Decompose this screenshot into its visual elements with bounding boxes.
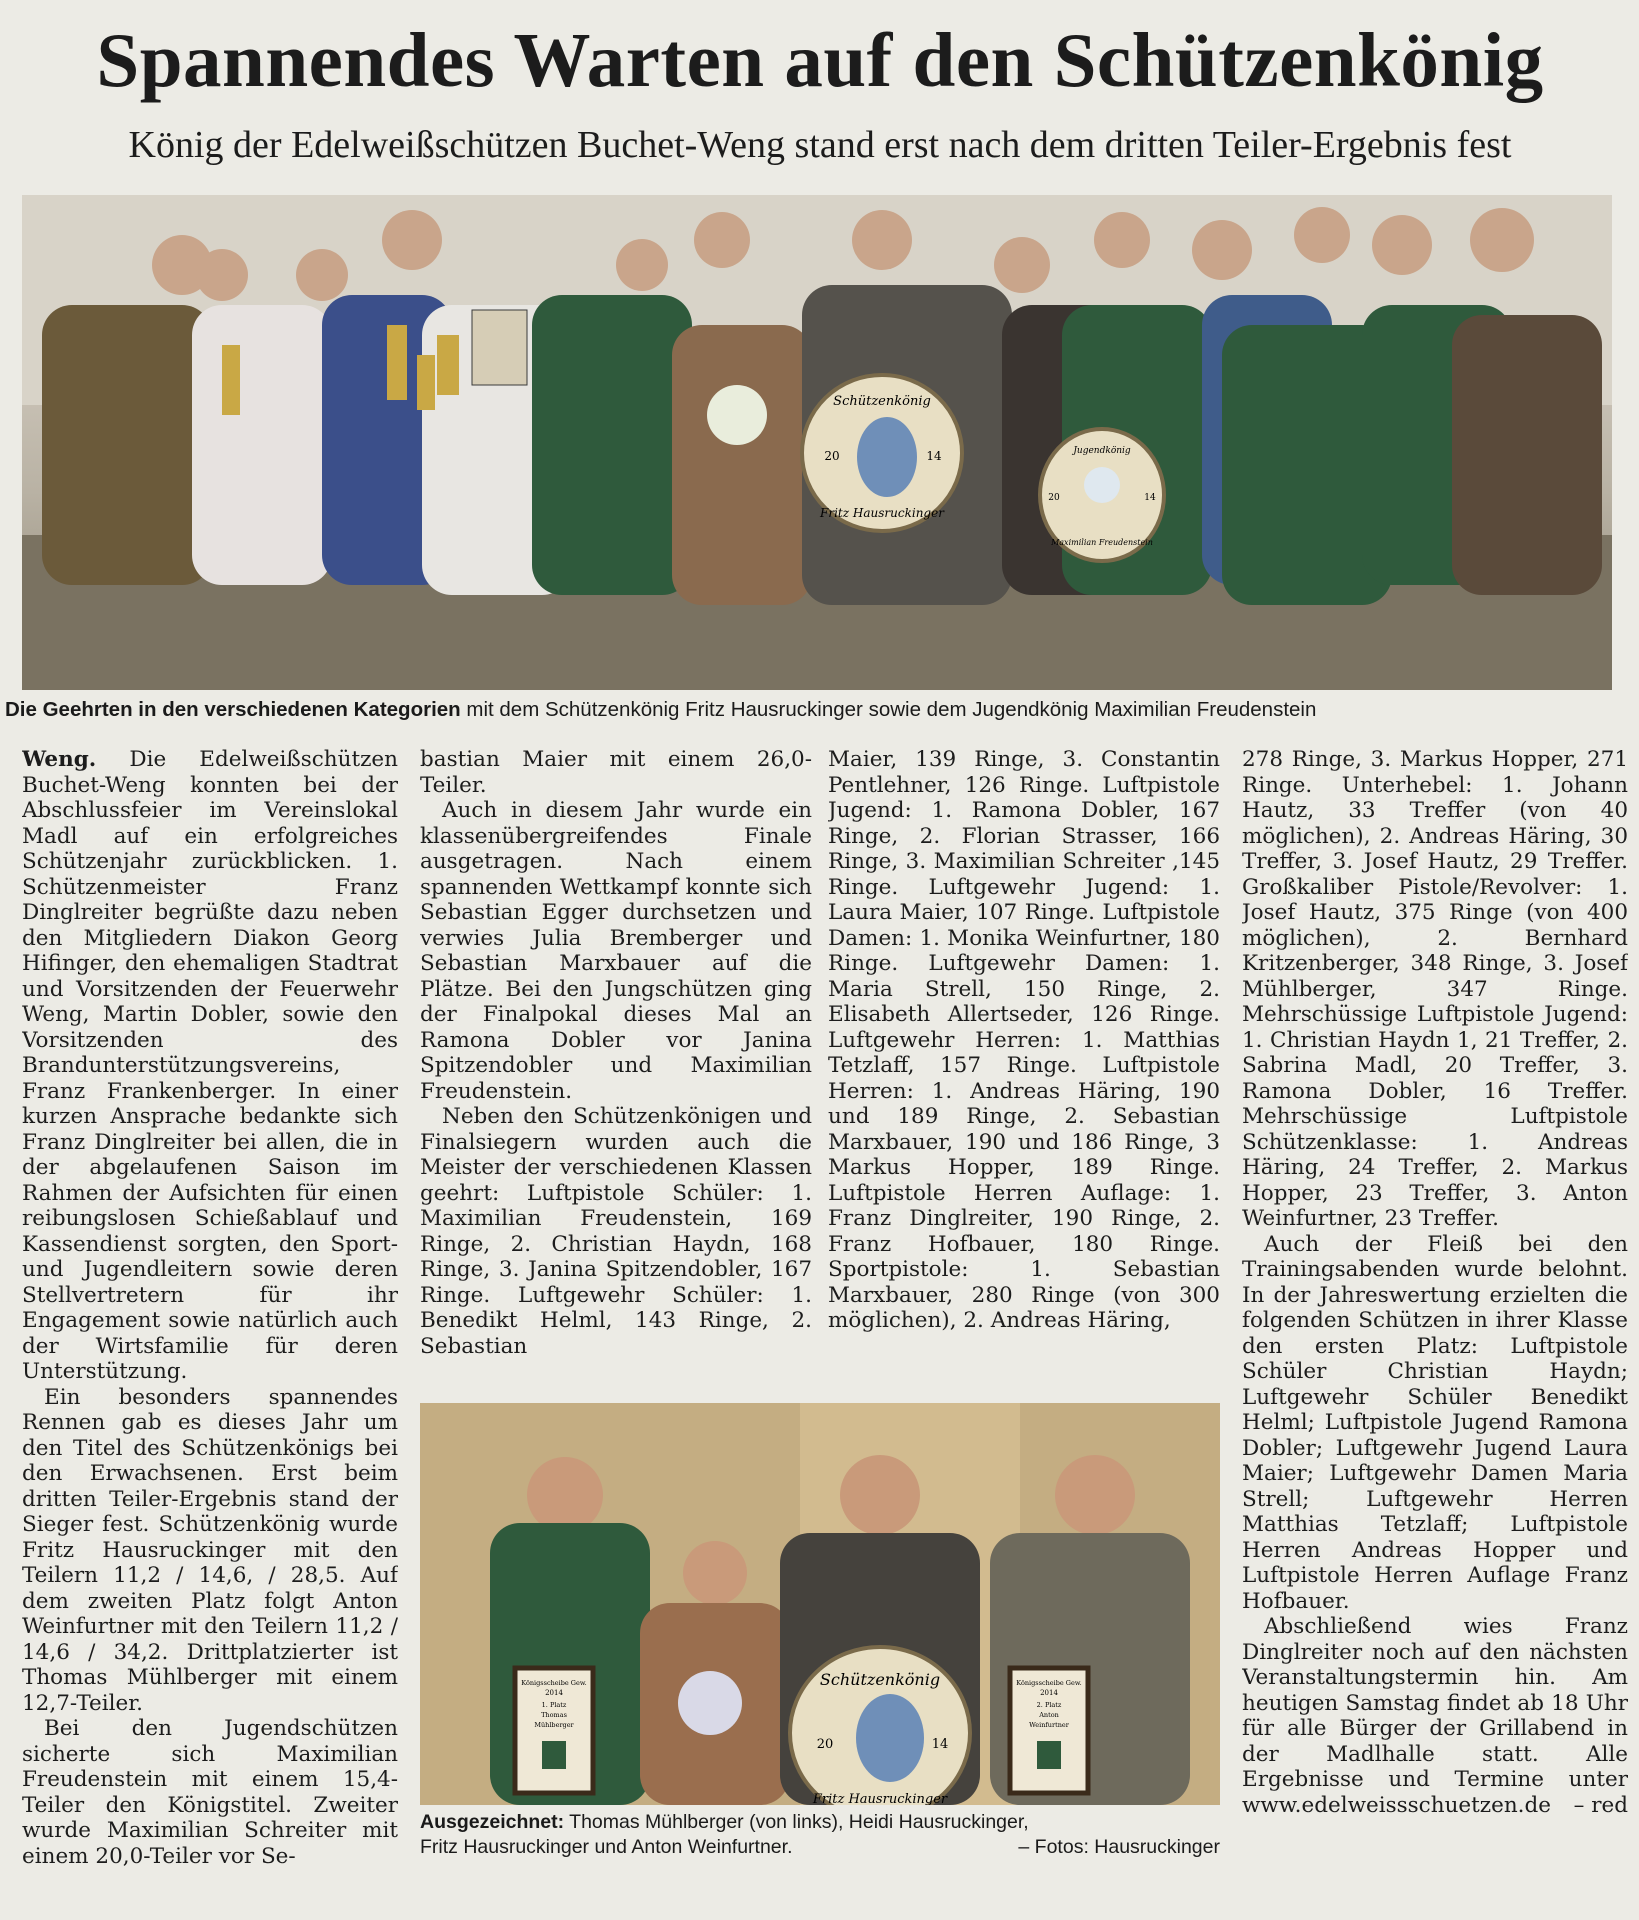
main-photo-caption (5, 697, 1625, 722)
cert-right-name1: Anton (1039, 1711, 1059, 1719)
main-caption-rest: mit dem Schützenkönig Fritz Hausruckinger sowie dem Jugendkönig Maximilian Freudenstein (460, 698, 1317, 721)
plate2-top-text: Jugendkönig (1073, 446, 1131, 456)
small-kings-plate (790, 1647, 970, 1805)
cert-left-rank: 1. Platz (541, 1701, 567, 1709)
col2-paragraph-3: Neben den Schützenkönigen und Finalsiegern wurden auch die Meister der verschiedenen Klassen geehrt: Luftpistole Schüler: 1. Maximilian Freudenstein, 169 Ringe, 2. Christian Haydn, 168 Ringe, 3. Janina Spitzendobler, 167 Ringe. Luftgewehr Schüler: 1. Benedikt Helml, 143 Ringe, 2. Sebastian (420, 1104, 812, 1359)
photo-credit: – Fotos: Hausruckinger (1018, 1836, 1220, 1858)
subheadline: König der Edelweißschützen Buchet-Weng stand erst nach dem dritten Teiler-Ergebnis fest (128, 124, 1512, 166)
award-photo-illustration (420, 1403, 1220, 1805)
award-caption-line1: Thomas Mühlberger (von links), Heidi Hausruckinger, (564, 1811, 1029, 1833)
col1-paragraph-1: Die Edelweißschützen Buchet-Weng konnten bei der Abschlussfeier im Vereinslokal Madl auf ein erfolgreiches Schützenjahr zurückblicken. 1. Schützenmeister Franz Dinglreiter begrüßte dazu neben den Mitgliedern Diakon Georg Hifinger, den ehemaligen Stadtrat und Vorsitzenden der Feuerwehr Weng, Martin Dobler, sowie den Vorsitzenden des Brandunterstützungsvereins, Franz Frankenberger. In einer kurzen Ansprache bedankte sich Franz Dinglreiter bei allen, die in der abgelaufenen Saison im Rahmen der Aufsichten für einen reibungslosen Schießablauf und Kassendienst sorgten, den Sport- und Jugendleitern sowie deren Stellvertretern für ihr Engagement sowie natürlich auch der Wirtsfamilie für deren Unterstützung. (22, 747, 398, 1384)
small-plate-year-left: 20 (816, 1737, 834, 1752)
main-photo (22, 195, 1612, 690)
dateline: Weng. (22, 747, 97, 772)
small-plate-year-right: 14 (931, 1737, 949, 1752)
plate2-year-left: 20 (1048, 493, 1060, 503)
person-left-jacket (42, 305, 212, 585)
plate-top-text: Schützenkönig (833, 394, 931, 409)
author-sign: – red (1573, 1792, 1628, 1818)
col1-paragraph-2: Ein besonders spannendes Rennen gab es dieses Jahr um den Titel des Schützenkönigs bei den Erwachsenen. Erst beim dritten Teiler-Ergebnis stand der Sieger fest. Schützenkönig wurde Fritz Hausruckinger mit den Teilern 11,2 / 14,6, / 28,5. Auf dem zweiten Platz folgt Anton Weinfurtner mit den Teilern 11,2 / 14,6 / 34,2. Drittplatzierter ist Thomas Mühlberger mit einem 12,7-Teiler. (22, 1384, 398, 1716)
cert-right-title: Königsscheibe Gew. (1016, 1679, 1082, 1687)
plate-bottom-text: Fritz Hausruckinger (820, 506, 944, 520)
cert-left-year: 2014 (545, 1689, 563, 1697)
plate-year-left: 20 (824, 449, 840, 463)
main-caption-lead: Die Geehrten in den verschiedenen Kategorien (5, 698, 461, 721)
plate2-year-right: 14 (1144, 493, 1156, 503)
small-plate-top: Schützenkönig (819, 1670, 941, 1689)
headline: Spannendes Warten auf den Schützenkönig (96, 17, 1544, 103)
col4-paragraph-2: Auch der Fleiß bei den Trainingsabenden wurde belohnt. In der Jahreswertung erzielten die folgenden Schützen in ihrer Klasse den ersten Platz: Luftpistole Schüler Christian Haydn; Luftgewehr Schüler Benedikt Helml; Luftpistole Jugend Ramona Dobler; Luftgewehr Jugend Laura Maier; Luftgewehr Damen Maria Strell; Luftgewehr Herren Matthias Tetzlaff; Luftpistole Herren Andreas Hopper und Luftpistole Herren Auflage Franz Hofbauer. (1242, 1231, 1628, 1614)
col2-paragraph-2: Auch in diesem Jahr wurde ein klassenübergreifendes Finale ausgetragen. Nach einem spannenden Wettkampf konnte sich Sebastian Egger durchsetzen und verwies Julia Bremberger und Sebastian Marxbauer auf die Plätze. Bei den Jungschützen ging der Finalpokal dieses Mal an Ramona Dobler vor Janina Spitzendobler und Maximilian Freudenstein. (420, 798, 812, 1104)
col2-paragraph-1: bastian Maier mit einem 26,0-Teiler. (420, 747, 812, 798)
cert-right-year: 2014 (1040, 1689, 1058, 1697)
cert-right-rank: 2. Platz (1036, 1701, 1062, 1709)
cert-left-name2: Mühlberger (534, 1721, 574, 1729)
youth-plate (1040, 429, 1164, 561)
cert-left-title: Königsscheibe Gew. (521, 1679, 587, 1687)
cert-left-name1: Thomas (541, 1711, 567, 1719)
award-photo-caption (420, 1810, 1220, 1860)
article-column-2 (420, 747, 812, 1359)
article-column-1 (22, 747, 398, 1869)
col4-paragraph-1: 278 Ringe, 3. Markus Hopper, 271 Ringe. Unterhebel: 1. Johann Hautz, 33 Treffer (von 40 möglichen), 2. Andreas Häring, 30 Treffer, 3. Josef Hautz, 29 Treffer. Großkaliber Pistole/Revolver: 1. Josef Hautz, 375 Ringe (von 400 möglichen), 2. Bernhard Kritzenberger, 348 Ringe, 3. Josef Mühlberger, 347 Ringe. Mehrschüssige Luftpistole Jugend: 1. Christian Haydn 1, 21 Treffer, 2. Sabrina Madl, 20 Treffer, 3. Ramona Dobler, 16 Treffer. Mehrschüssige Luftpistole Schützenklasse: 1. Andreas Häring, 24 Treffer, 2. Markus Hopper, 23 Treffer, 3. Anton Weinfurtner, 23 Treffer. (1242, 747, 1628, 1231)
award-caption-lead: Ausgezeichnet: (420, 1811, 565, 1833)
article-column-4 (1242, 747, 1628, 1818)
group-photo-illustration (22, 195, 1612, 690)
col3-paragraph-1: Maier, 139 Ringe, 3. Constantin Pentlehner, 126 Ringe. Luftpistole Jugend: 1. Ramona Dobler, 167 Ringe, 2. Florian Strasser, 166 Ringe, 3. Maximilian Schreiter ,145 Ringe. Luftgewehr Jugend: 1. Laura Maier, 107 Ringe. Luftpistole Damen: 1. Monika Weinfurtner, 180 Ringe. Luftgewehr Damen: 1. Maria Strell, 150 Ringe, 2. Elisabeth Allertseder, 126 Ringe. Luftgewehr Herren: 1. Matthias Tetzlaff, 157 Ringe. Luftpistole Herren: 1. Andreas Häring, 190 und 189 Ringe, 2. Sebastian Marxbauer, 190 und 186 Ringe, 3 Markus Hopper, 189 Ringe. Luftpistole Herren Auflage: 1. Franz Dinglreiter, 190 Ringe, 2. Franz Hofbauer, 180 Ringe. Sportpistole: 1. Sebastian Marxbauer, 280 Ringe (von 300 möglichen), 2. Andreas Häring, (828, 747, 1220, 1333)
plate-year-right: 14 (926, 449, 942, 463)
kings-plate (802, 375, 962, 531)
cert-right-name2: Weinfurtner (1029, 1721, 1069, 1729)
award-photo (420, 1403, 1220, 1805)
article-column-3 (828, 747, 1220, 1334)
certificate-left (515, 1668, 593, 1793)
certificate-right (1010, 1668, 1088, 1793)
col1-paragraph-3: Bei den Jugendschützen sicherte sich Maximilian Freudenstein mit einem 15,4-Teiler den Königstitel. Zweiter wurde Maximilian Schreiter mit einem 20,0-Teiler vor Se- (22, 1716, 398, 1869)
plate2-bottom-text: Maximilian Freudenstein (1051, 538, 1153, 547)
award-caption-line2: Fritz Hausruckinger und Anton Weinfurtner. (420, 1836, 793, 1858)
col4-paragraph-3: Abschließend wies Franz Dinglreiter noch auf den nächsten Veranstaltungstermin hin. Am heutigen Samstag findet ab 18 Uhr für alle Bürger der Grillabend in der Madlhalle statt. Alle Ergebnisse und Termine unter www.edelweissschuetzen.de (1242, 1614, 1628, 1818)
small-plate-bottom: Fritz Hausruckinger (812, 1792, 948, 1805)
